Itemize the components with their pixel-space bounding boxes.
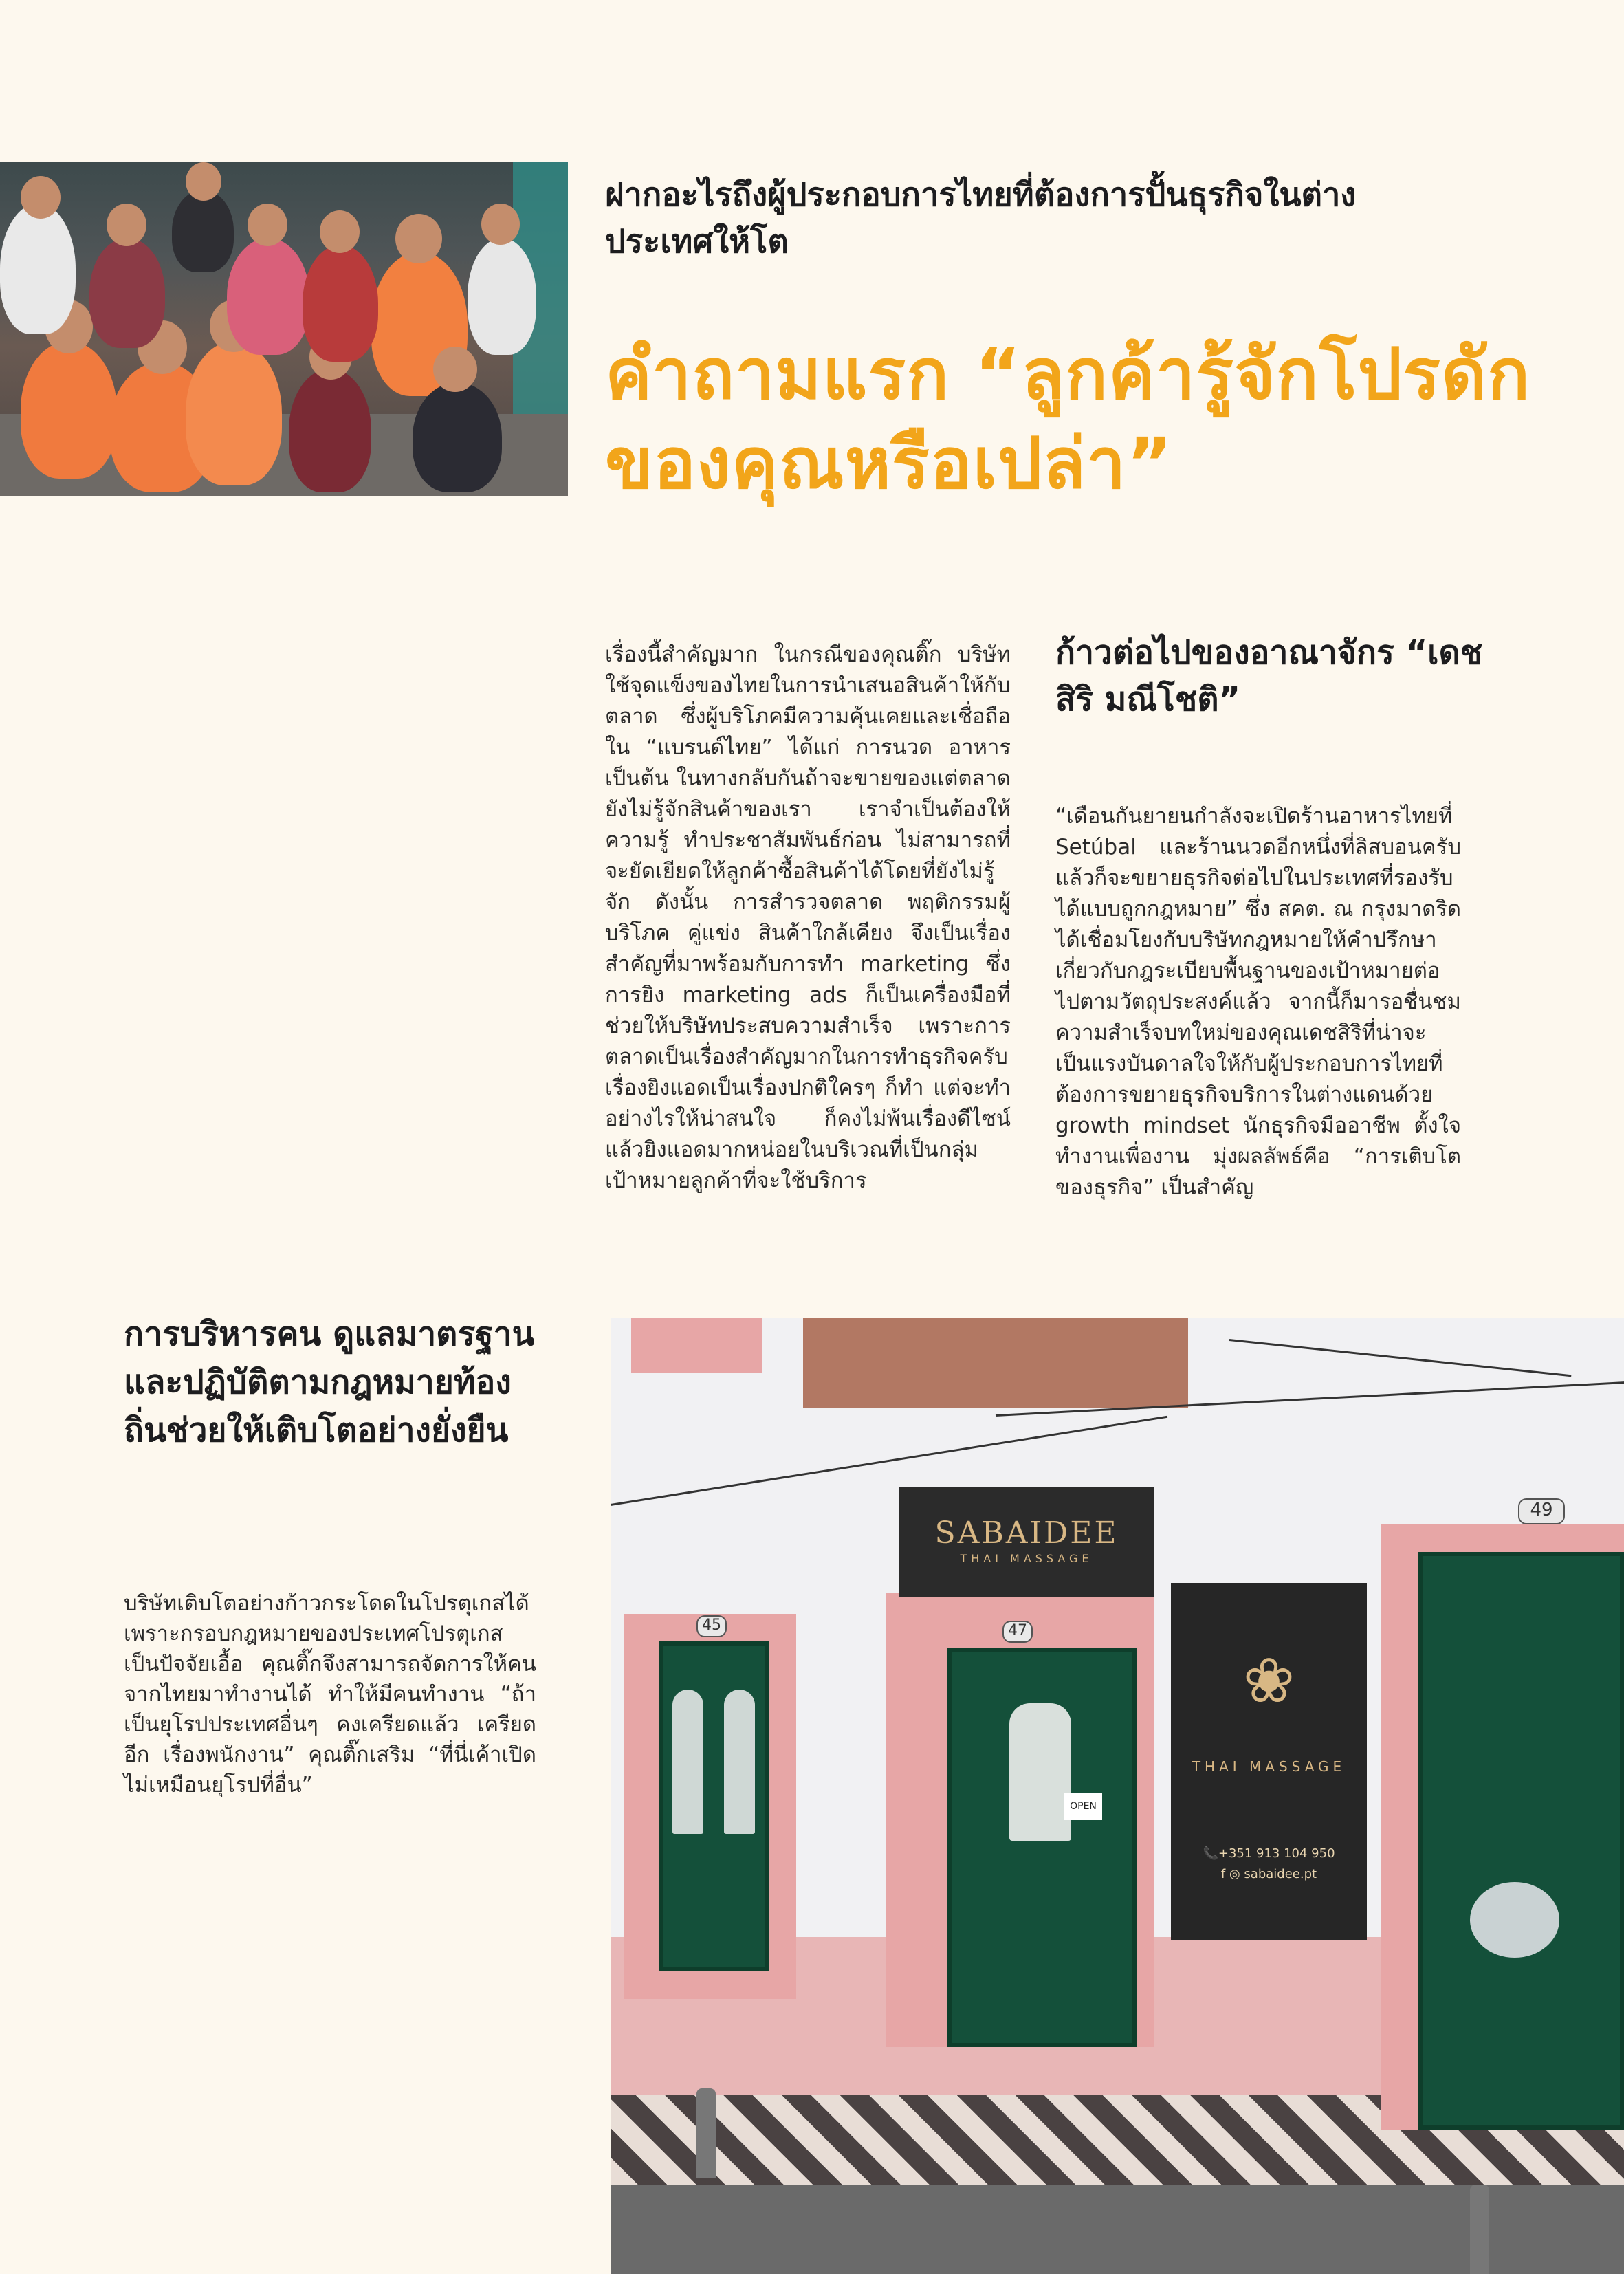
column-2-title: ก้าวต่อไปของอาณาจักร “เดชสิริ มณีโชติ” xyxy=(1055,633,1483,719)
article-headline: คำถามแรก “ลูกค้ารู้จักโปรดักของคุณหรือเปล่า” xyxy=(605,334,1531,505)
sabaidee-sign xyxy=(899,1487,1154,1597)
storefront-photo xyxy=(611,1318,1624,2274)
sign-brand: SABAIDEE xyxy=(934,1516,1119,1551)
thai-massage-panel xyxy=(1171,1583,1367,1940)
article-kicker: ฝากอะไรถึงผู้ประกอบการไทยที่ต้องการปั้นธุรกิจในต่างประเทศให้โต xyxy=(605,176,1357,261)
house-number-47: 47 xyxy=(1002,1621,1033,1643)
section-2-title: การบริหารคน ดูแลมาตรฐาน และปฏิบัติตามกฎหมายท้องถิ่นช่วยให้เติบโตอย่างยั่งยืน xyxy=(124,1315,535,1450)
group-photo xyxy=(0,162,568,496)
column-2-text: “เดือนกันยายนกำลังจะเปิดร้านอาหารไทยที่ Setúbal และร้านนวดอีกหนึ่งที่ลิสบอนครับ แล้วก็จะขยายธุรกิจต่อไปในประเทศที่รองรับได้แบบถูกกฎหมาย” ซึ่ง สคต. ณ กรุงมาดริด ได้เชื่อมโยงกับบริษัทกฎหมายให้คำปรึกษาเกี่ยวกับกฎระเบียบพื้นฐานของเป้าหมายต่อไปตามวัตถุประสงค์แล้ว จากนี้ก็มารอชื่นชมความสำเร็จบทใหม่ของคุณเดชสิริที่น่าจะเป็นแรงบันดาลใจให้กับผู้ประกอบการไทยที่ต้องการขยายธุรกิจบริการในต่างแดนด้วย growth mindset นักธุรกิจมืออาชีพ ตั้งใจทำงานเพื่องาน มุ่งผลลัพธ์คือ “การเติบโตของธุรกิจ” เป็นสำคัญ xyxy=(1055,804,1461,1200)
house-number-45: 45 xyxy=(696,1615,727,1637)
section-2-text: บริษัทเติบโตอย่างก้าวกระโดดในโปรตุเกสได้ เพราะกรอบกฎหมายของประเทศโปรตุเกสเป็นปัจจัยเอื้อ คุณติ๊กจึงสามารถจัดการให้คนจากไทยมาทำงานได้ ทำให้มีคนทำงาน “ถ้าเป็นยุโรปประเทศอื่นๆ คงเครียดแล้ว เครียดอีก เรื่องพนักงาน” คุณติ๊กเสริม “ที่นี่เค้าเปิด ไม่เหมือนยุโรปที่อื่น” xyxy=(124,1591,536,1797)
panel-website: f ◎ sabaidee.pt xyxy=(1220,1867,1317,1881)
panel-phone: 📞+351 913 104 950 xyxy=(1203,1846,1335,1861)
open-sign: OPEN xyxy=(1064,1793,1102,1820)
column-1-text: เรื่องนี้สำคัญมาก ในกรณีของคุณติ๊ก บริษัทใช้จุดแข็งของไทยในการนำเสนอสินค้าให้กับตลาด ซึ่งผู้บริโภคมีความคุ้นเคยและเชื่อถือใน “แบรนด์ไทย” ได้แก่ การนวด อาหาร เป็นต้น ในทางกลับกันถ้าจะขายของแต่ตลาดยังไม่รู้จักสินค้าของเรา เราจำเป็นต้องให้ความรู้ ทำประชาสัมพันธ์ก่อน ไม่สามารถที่จะยัดเยียดให้ลูกค้าซื้อสินค้าได้โดยที่ยังไม่รู้จัก ดังนั้น การสำรวจตลาด พฤติกรรมผู้บริโภค คู่แข่ง สินค้าใกล้เคียง จึงเป็นเรื่องสำคัญที่มาพร้อมกับการทำ marketing ซึ่งการยิง marketing ads ก็เป็นเครื่องมือที่ช่วยให้บริษัทประสบความสำเร็จ เพราะการตลาดเป็นเรื่องสำคัญมากในการทำธุรกิจครับ เรื่องยิงแอดเป็นเรื่องปกติใครๆ ก็ทำ แต่จะทำอย่างไรให้น่าสนใจ ก็คงไม่พ้นเรื่องดีไซน์ แล้วยิงแอดมากหน่อยในบริเวณที่เป็นกลุ่มเป้าหมายลูกค้าที่จะใช้บริการ xyxy=(605,642,1011,1193)
house-number-49: 49 xyxy=(1518,1498,1565,1524)
sign-subtitle: THAI MASSAGE xyxy=(960,1552,1093,1565)
lotus-icon: ❀ xyxy=(1242,1645,1295,1717)
panel-label: THAI MASSAGE xyxy=(1192,1758,1346,1775)
